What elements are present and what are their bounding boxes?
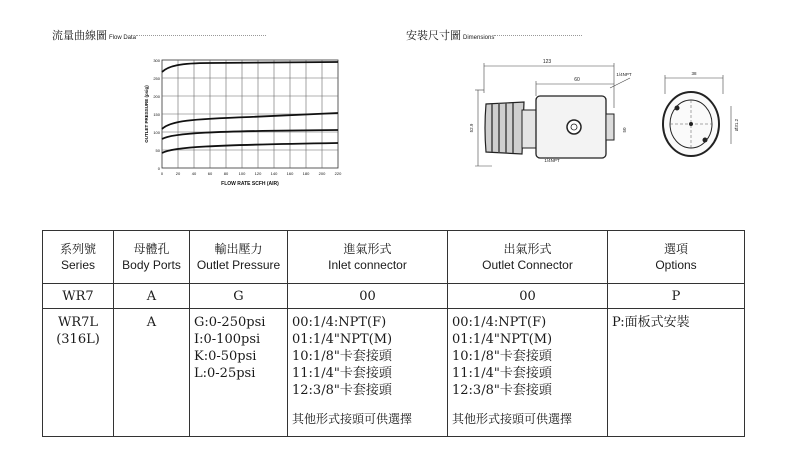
inlet-option: 00:1/4:NPT(F) [292,315,387,330]
inlet-option: 10:1/8"卡套接頭 [292,349,392,364]
title-rule [136,35,266,36]
code-outlet: 00 [448,284,608,309]
chart-y-label: OUTLET PRESSURE (psig) [144,85,149,143]
header-series [43,231,114,284]
header-body-ports [114,231,190,284]
pressure-option: K:0-50psi [194,349,257,364]
y-tick-labels [153,58,160,171]
flow-data-title [52,27,266,43]
flow-title-zh: 流量曲線圖 [52,29,107,42]
dim-height-label: 52.9 [469,123,474,133]
y-tick-label: 250 [153,76,160,81]
x-tick-label: 120 [254,171,262,176]
pressure-option: G:0-250psi [194,315,266,330]
ordering-table [42,230,745,437]
x-tick-label: 0 [160,171,164,176]
regulator-body [536,96,614,158]
x-tick-label: 60 [207,171,213,176]
x-tick-label: 80 [223,171,229,176]
header-en: Series [60,258,95,272]
body-ports-cell [114,309,190,437]
dim-face-width-label: 38 [691,71,697,76]
dimension-drawing-side [462,48,640,178]
flow-curves [162,62,338,153]
y-tick-label: 50 [155,148,160,153]
outlet-connector-cell [448,309,608,437]
chart-x-label: FLOW RATE SCFH (AIR) [221,181,279,187]
header-zh: 母體孔 [133,242,170,256]
dimensions-title [406,27,582,43]
x-tick-label: 140 [270,171,278,176]
y-tick-label: 0 [157,166,160,171]
x-tick-label: 160 [286,171,294,176]
dim-bottom-port-label: 1/4NPT [544,158,560,163]
dim-overall-label: 123 [542,59,552,65]
outlet-option: 10:1/8"卡套接頭 [452,349,552,364]
dim-face-side-label: Ø31.2 [734,118,739,132]
header-en: Outlet Connector [482,258,573,272]
pressure-option: I:0-100psi [194,332,261,347]
options-row [43,309,745,437]
flow-title-en: Flow Data [109,35,137,41]
x-tick-label: 180 [302,171,310,176]
header-options [608,231,745,284]
code-inlet: 00 [288,284,448,309]
regulator-face [663,92,719,156]
inlet-option: 12:3/8"卡套接頭 [292,383,392,398]
header-en: Options [655,258,697,272]
curve-150 [162,113,338,129]
header-zh: 選項 [663,242,688,256]
inlet-note: 其他形式接頭可供選擇 [292,412,413,426]
header-en: Body Ports [122,258,181,272]
series-name: WR7L [57,315,99,330]
outlet-option: 00:1/4:NPT(F) [452,315,547,330]
header-en: Inlet connector [328,258,407,272]
outlet-pressure-cell [190,309,288,437]
header-en: Outlet Pressure [196,258,281,272]
outlet-option: 12:3/8"卡套接頭 [452,383,552,398]
x-tick-label: 40 [191,171,197,176]
inlet-option: 11:1/4"卡套接頭 [292,366,392,381]
x-tick-label: 200 [318,171,326,176]
header-zh: 系列號 [59,242,96,256]
y-tick-label: 150 [153,112,160,117]
x-tick-labels [161,171,342,176]
header-outlet-pressure [190,231,288,284]
header-zh: 進氣形式 [343,242,392,256]
table-header-row [43,231,745,284]
outlet-option: 11:1/4"卡套接頭 [452,366,552,381]
flow-chart [140,55,365,190]
code-outlet-pressure: G [190,284,288,309]
spacer [452,399,603,411]
curve-100 [162,130,338,139]
header-inlet-connector [288,231,448,284]
header-outlet-connector [448,231,608,284]
curve-250 [162,62,338,72]
outlet-note: 其他形式接頭可供選擇 [452,412,573,426]
dim-port-label: 1/4NPT [616,72,632,77]
x-tick-label: 20 [175,171,181,176]
option-item: P:面板式安裝 [612,315,690,330]
dim-title-en: Dimensions [463,35,495,41]
code-series: WR7 [43,284,114,309]
y-tick-label: 100 [153,130,160,135]
title-rule [494,35,582,36]
options-cell [608,309,745,437]
dim-body-length-label: 60 [574,77,580,83]
x-tick-label: 100 [238,171,246,176]
dim-title-zh: 安裝尺寸圖 [406,29,461,42]
outlet-option: 01:1/4"NPT(M) [452,332,553,347]
example-code-row [43,284,745,309]
x-tick-label: 220 [334,171,342,176]
inlet-connector-cell [288,309,448,437]
pressure-option: L:0-25psi [194,366,256,381]
body-port-option: A [146,315,157,330]
regulator-knob [485,102,536,154]
spacer [292,399,443,411]
code-body-ports: A [114,284,190,309]
curve-50 [162,143,338,153]
header-zh: 出氣形式 [503,242,552,256]
header-zh: 輸出壓力 [214,242,263,256]
y-tick-label: 300 [153,58,160,63]
series-cell [43,309,114,437]
y-tick-label: 200 [153,94,160,99]
dim-width-label: 50 [622,127,627,133]
code-options: P [608,284,745,309]
inlet-option: 01:1/4"NPT(M) [292,332,393,347]
series-material: (316L) [56,332,100,347]
dimension-drawing-front [645,66,745,166]
